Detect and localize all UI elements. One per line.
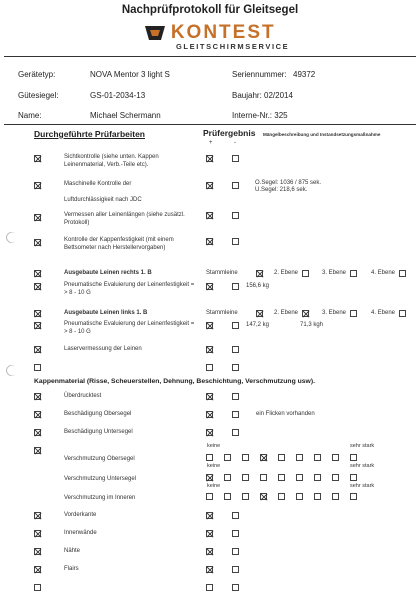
ebene2-checkbox[interactable]	[302, 310, 309, 317]
vorderkante-plus[interactable]	[206, 512, 213, 519]
ebene3-label: 3. Ebene	[322, 310, 347, 316]
empty-checkbox[interactable]	[34, 364, 41, 371]
punch-hole	[4, 363, 20, 379]
empty-checkbox[interactable]	[34, 584, 41, 591]
ober-note: ein Flicken vorhanden	[256, 411, 315, 417]
unter-minus[interactable]	[232, 429, 239, 436]
empty-plus[interactable]	[206, 584, 213, 591]
geraetetyp-value: NOVA Mentor 3 light S	[90, 70, 170, 79]
usegel-value: U.Segel: 218,6 sek.	[255, 187, 308, 193]
flairs-minus[interactable]	[232, 566, 239, 573]
kontrolle-minus[interactable]	[232, 238, 239, 245]
vermessen-checkbox[interactable]	[34, 214, 41, 221]
rechts-checkbox[interactable]	[34, 270, 41, 277]
naehte-plus[interactable]	[206, 548, 213, 555]
scale-box[interactable]	[296, 493, 303, 500]
ebene2-label: 2. Ebene	[274, 310, 299, 316]
name-label: Name:	[18, 111, 42, 120]
scale-box[interactable]	[206, 493, 213, 500]
sicht-minus[interactable]	[232, 155, 239, 162]
v-unter-label: Verschmutzung Untersegel	[64, 476, 137, 482]
verschmutzung-checkbox[interactable]	[34, 447, 41, 454]
scale-box[interactable]	[314, 493, 321, 500]
empty-minus[interactable]	[232, 584, 239, 591]
vorderkante-label: Vorderkante	[64, 512, 97, 518]
scale-box[interactable]	[206, 474, 213, 481]
scale-box[interactable]	[278, 474, 285, 481]
naehte-minus[interactable]	[232, 548, 239, 555]
ebene2-checkbox[interactable]	[302, 270, 309, 277]
links-value-1: 147,2 kg	[246, 322, 270, 328]
scale-box[interactable]	[332, 493, 339, 500]
scale-box[interactable]	[260, 493, 267, 500]
stammleine-checkbox[interactable]	[256, 270, 263, 277]
ebene4-label: 4. Ebene	[371, 270, 396, 276]
serie-label: Seriennummer:	[232, 70, 287, 79]
scale-box[interactable]	[242, 454, 249, 461]
empty-minus[interactable]	[232, 364, 239, 371]
links-checkbox[interactable]	[34, 310, 41, 317]
ober-checkbox[interactable]	[34, 411, 41, 418]
ueberdruck-label: Überdrucktest	[64, 393, 102, 399]
ober-label: Beschädigung Obersegel	[64, 411, 132, 417]
ebene4-label: 4. Ebene	[371, 310, 396, 316]
scale-box[interactable]	[332, 454, 339, 461]
logo-text: KONTEST	[170, 22, 276, 43]
laser-plus[interactable]	[206, 346, 213, 353]
ueberdruck-minus[interactable]	[232, 393, 239, 400]
maschinell-minus[interactable]	[232, 182, 239, 189]
ueberdruck-checkbox[interactable]	[34, 393, 41, 400]
vermessen-label: Vermessen aller Leinenlängen (siehe zusätzl. Protokoll)	[64, 212, 185, 226]
stammleine-label: Stammleine	[206, 270, 238, 276]
interne-nr: Interne-Nr.: 325	[232, 111, 288, 120]
scale-keine: keine	[207, 463, 221, 469]
innen-label: Innenwände	[64, 530, 97, 536]
name-value: Michael Schermann	[90, 111, 161, 120]
remarks-title: Mängelbeschreibung und Instandsetzungsmaßnahme	[263, 132, 381, 137]
osegel-value: O.Segel: 1036 / 875 sek.	[255, 180, 322, 186]
guete-value: GS-01-2034-13	[90, 91, 146, 100]
maschinell-plus[interactable]	[206, 182, 213, 189]
laser-label: Laservermessung der Leinen	[64, 346, 142, 352]
logo-mark-icon	[144, 25, 166, 41]
scale-box[interactable]	[242, 493, 249, 500]
vermessen-plus[interactable]	[206, 212, 213, 219]
maschinell-checkbox[interactable]	[34, 182, 41, 189]
kontrolle-checkbox[interactable]	[34, 239, 41, 246]
minus-header: -	[234, 140, 236, 146]
links-value-2: 71,3 kgh	[300, 322, 324, 328]
divider	[4, 124, 416, 125]
pneu-rechts-plus[interactable]	[206, 283, 213, 290]
rechts-label: Ausgebaute Leinen rechts 1. B	[64, 270, 152, 276]
kontrolle-plus[interactable]	[206, 238, 213, 245]
scale-box[interactable]	[260, 474, 267, 481]
scale-box[interactable]	[278, 493, 285, 500]
unter-label: Beschädigung Untersegel	[64, 429, 133, 435]
scale-sehr-stark: sehr stark	[350, 443, 375, 449]
sicht-checkbox[interactable]	[34, 155, 41, 162]
scale-box[interactable]	[224, 493, 231, 500]
guete-label: Gütesiegel:	[18, 91, 59, 100]
scale-box[interactable]	[260, 454, 267, 461]
naehte-checkbox[interactable]	[34, 548, 41, 555]
scale-box[interactable]	[350, 493, 357, 500]
vorderkante-checkbox[interactable]	[34, 512, 41, 519]
ober-plus[interactable]	[206, 411, 213, 418]
flairs-label: Flairs	[64, 566, 79, 572]
ebene3-checkbox[interactable]	[350, 270, 357, 277]
pneu-links-checkbox[interactable]	[34, 322, 41, 329]
ebene2-label: 2. Ebene	[274, 270, 299, 276]
scale-sehr-stark: sehr stark	[350, 483, 375, 489]
scale-keine: keine	[207, 443, 221, 449]
ebene4-checkbox[interactable]	[399, 310, 406, 317]
sicht-plus[interactable]	[206, 155, 213, 162]
scale-sehr-stark: sehr stark	[350, 463, 375, 469]
laser-checkbox[interactable]	[34, 346, 41, 353]
scale-box[interactable]	[242, 474, 249, 481]
kontrolle-label: Kontrolle der Kappenfestigkeit (mit einem Bettsometer nach Herstellervorgaben)	[64, 237, 174, 251]
pneu-links-label: Pneumatische Evaluierung der Leinenfestigkeit = > 8 - 10 G	[64, 321, 195, 335]
vorderkante-minus[interactable]	[232, 512, 239, 519]
innen-minus[interactable]	[232, 530, 239, 537]
ebene3-checkbox[interactable]	[350, 310, 357, 317]
scale-box[interactable]	[332, 474, 339, 481]
scale-box[interactable]	[224, 454, 231, 461]
scale-box[interactable]	[296, 454, 303, 461]
v-innen-label: Verschmutzung im Inneren	[64, 495, 136, 501]
ueberdruck-plus[interactable]	[206, 393, 213, 400]
links-label: Ausgebaute Leinen links 1. B	[64, 310, 148, 316]
v-ober-label: Verschmutzung Obersegel	[64, 456, 135, 462]
scale-box[interactable]	[350, 454, 357, 461]
stammleine-label: Stammleine	[206, 310, 238, 316]
unter-checkbox[interactable]	[34, 429, 41, 436]
pneu-links-plus[interactable]	[206, 322, 213, 329]
page-title: Nachprüfprotokoll für Gleitsegel	[121, 4, 299, 16]
ebene3-label: 3. Ebene	[322, 270, 347, 276]
pneu-links-minus[interactable]	[232, 322, 239, 329]
section-title: Durchgeführte Prüfarbeiten	[34, 129, 145, 139]
sicht-label: Sichtkontrolle (siehe unten. Kappen Leinenmaterial, Verb.-Teile etc).	[64, 154, 159, 168]
result-title: Prüfergebnis	[203, 128, 256, 138]
kontest-logo	[0, 22, 420, 44]
flairs-plus[interactable]	[206, 566, 213, 573]
vermessen-minus[interactable]	[232, 212, 239, 219]
luft-label: Luftdurchlässigkeit nach JDC	[64, 197, 142, 203]
innen-plus[interactable]	[206, 530, 213, 537]
ober-minus[interactable]	[232, 411, 239, 418]
plus-header: +	[209, 140, 213, 146]
scale-box[interactable]	[224, 474, 231, 481]
scale-keine: keine	[207, 483, 221, 489]
scale-box[interactable]	[296, 474, 303, 481]
pneu-rechts-minus[interactable]	[232, 283, 239, 290]
rechts-value: 156,6 kg	[246, 283, 270, 289]
scale-box[interactable]	[314, 454, 321, 461]
logo-subtitle: GLEITSCHIRMSERVICE	[176, 42, 290, 51]
scale-box[interactable]	[350, 474, 357, 481]
serie-value: 49372	[293, 70, 316, 79]
unter-plus[interactable]	[206, 429, 213, 436]
maschinell-label: Maschinelle Kontrolle der	[64, 181, 132, 187]
naehte-label: Nähte	[64, 548, 81, 554]
flairs-checkbox[interactable]	[34, 566, 41, 573]
stammleine-checkbox[interactable]	[256, 310, 263, 317]
divider	[4, 56, 416, 57]
empty-plus[interactable]	[206, 364, 213, 371]
pneu-rechts-label: Pneumatische Evaluierung der Leinenfestigkeit = > 8 - 10 G	[64, 282, 195, 296]
scale-box[interactable]	[278, 454, 285, 461]
innen-checkbox[interactable]	[34, 530, 41, 537]
laser-minus[interactable]	[232, 346, 239, 353]
scale-box[interactable]	[314, 474, 321, 481]
scale-box[interactable]	[206, 454, 213, 461]
ebene4-checkbox[interactable]	[399, 270, 406, 277]
baujahr: Baujahr: 02/2014	[232, 91, 293, 100]
geraetetyp-label: Gerätetyp:	[18, 70, 56, 79]
punch-hole	[4, 230, 20, 246]
pneu-rechts-checkbox[interactable]	[34, 283, 41, 290]
kappen-section-title: Kappenmaterial (Risse, Scheuerstellen, Dehnung, Beschichtung, Verschmutzung usw).	[34, 378, 315, 385]
